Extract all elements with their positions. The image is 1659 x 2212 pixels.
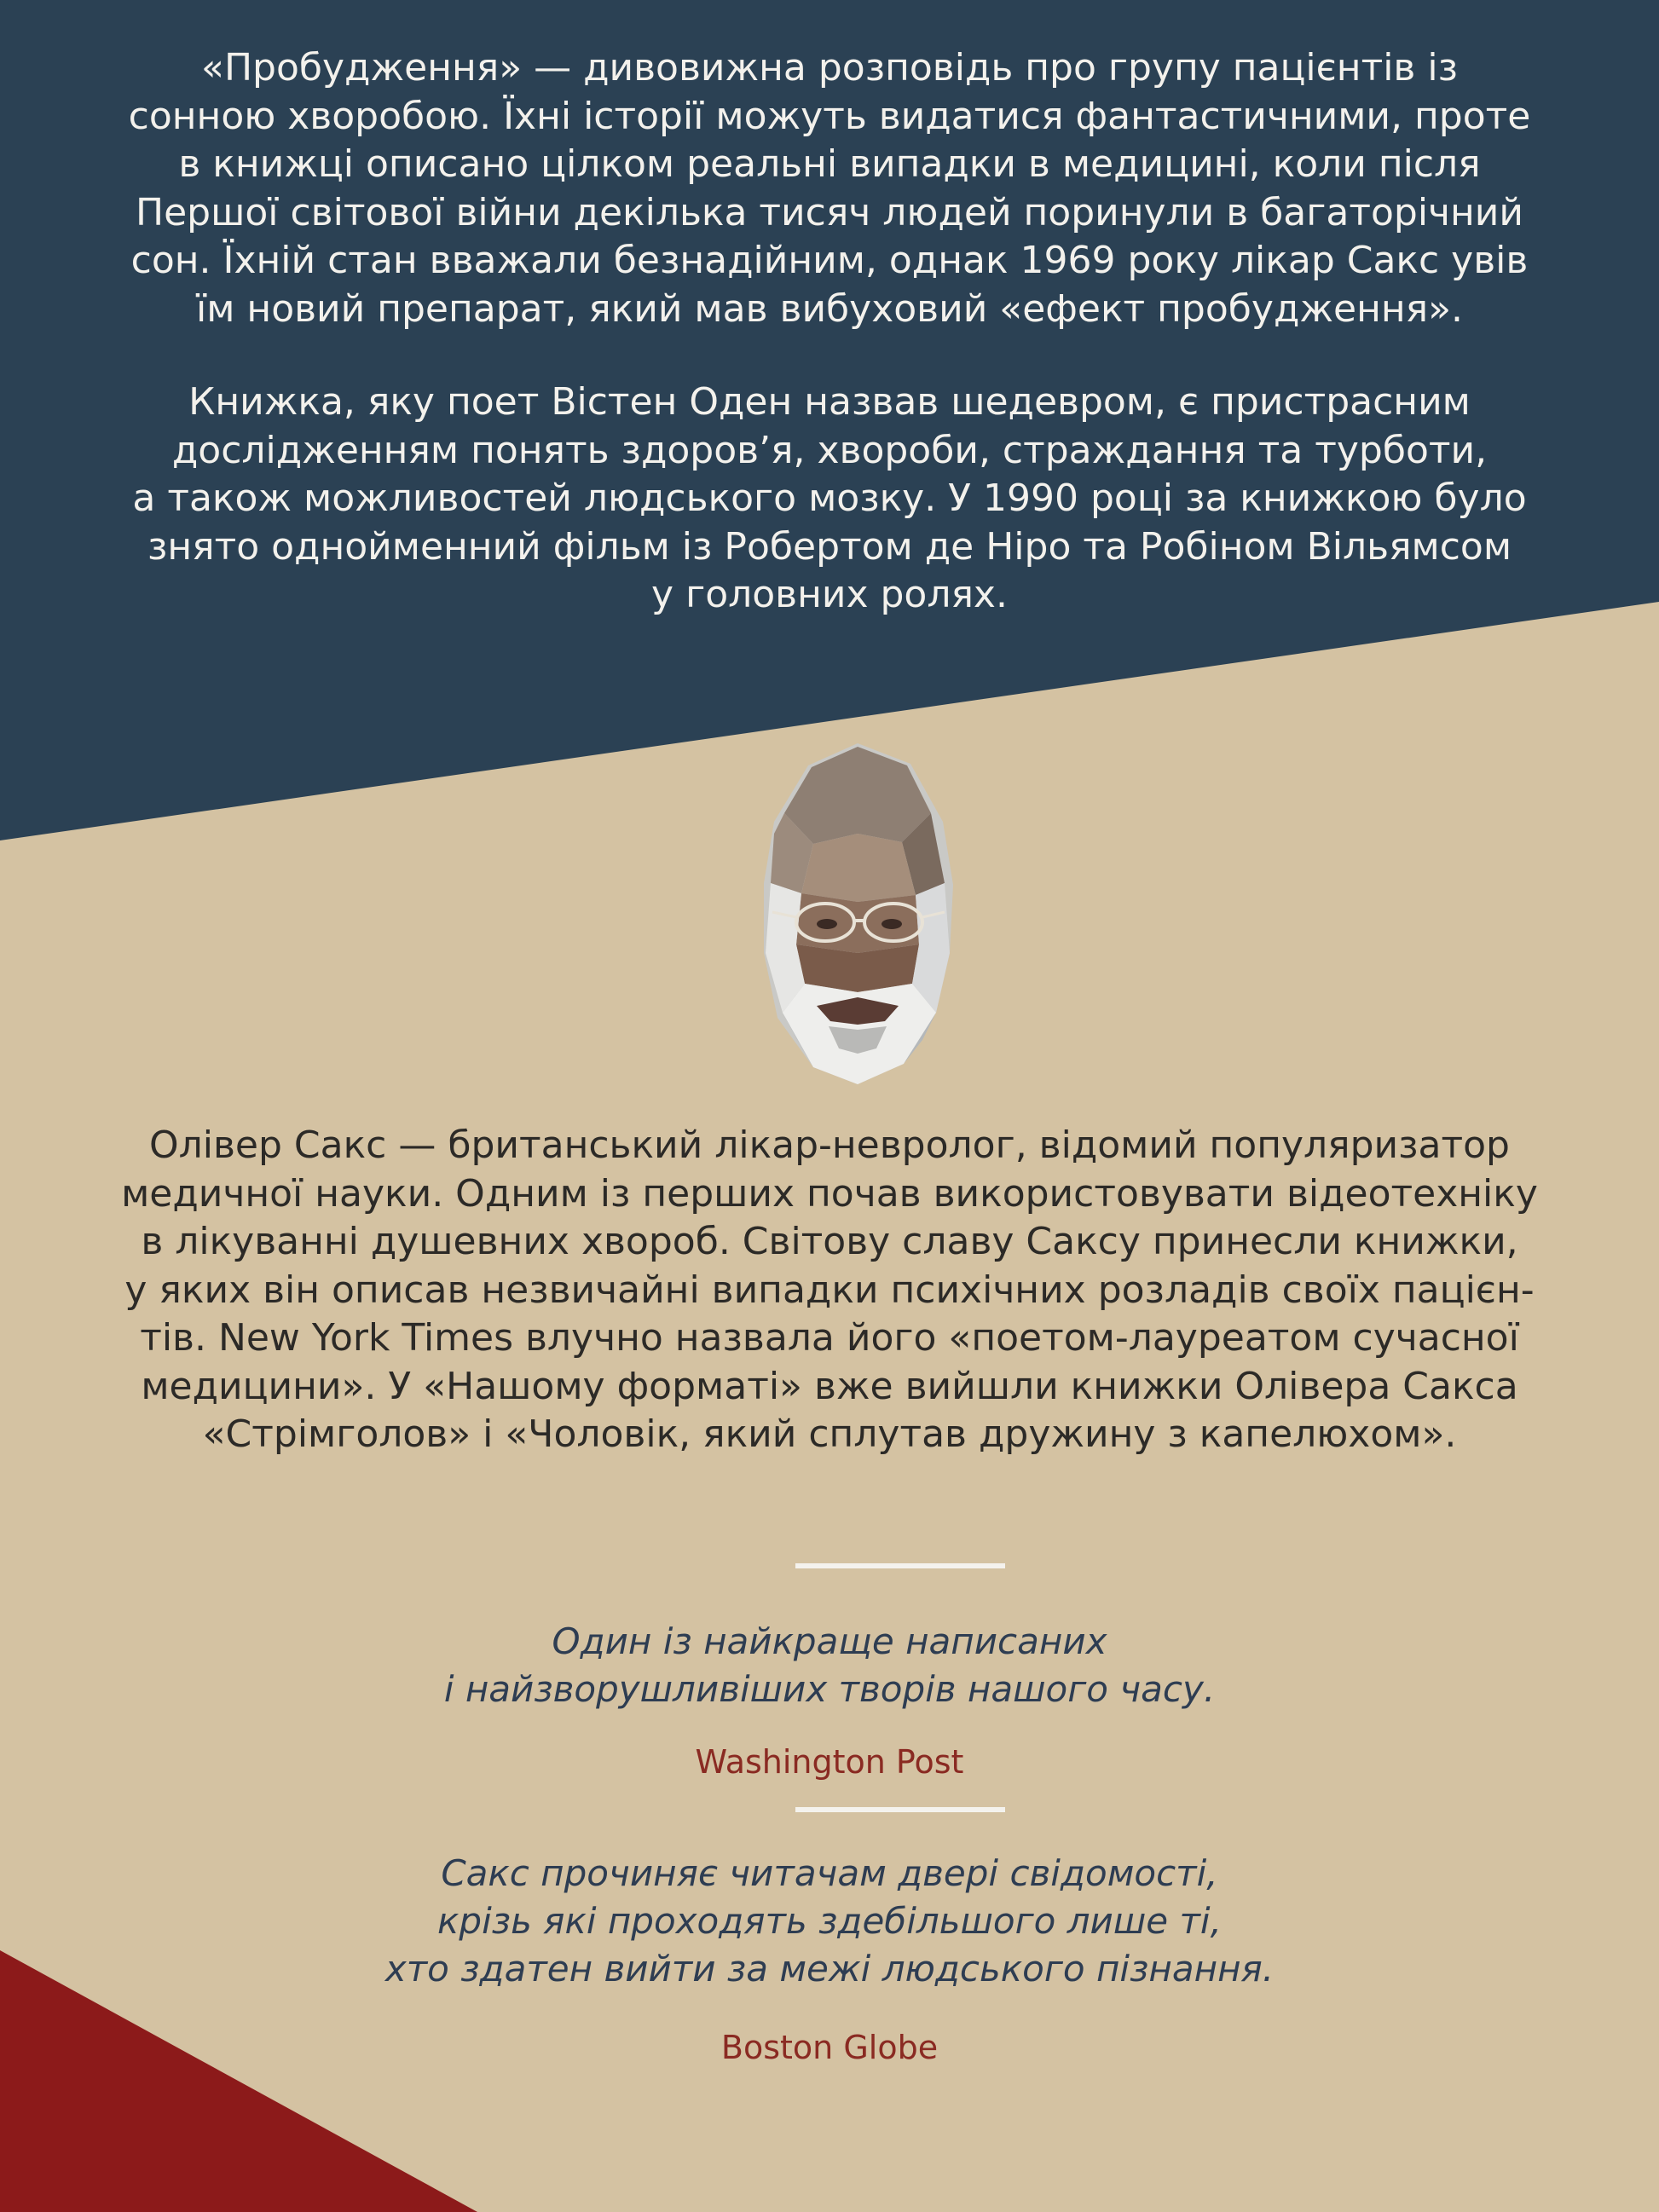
- review-source-1: Washington Post: [695, 1743, 964, 1781]
- quote-line: Один із найкраще написаних: [552, 1620, 1107, 1662]
- bio-line: тів. New York Times влучно назвала його «поетом-лауреатом сучасної: [140, 1316, 1519, 1360]
- review-quote-2: [111, 1850, 1548, 1993]
- review-quote-1: [111, 1618, 1548, 1713]
- blurb-line: Першої світової війни декілька тисяч людей поринули в багаторічний: [136, 190, 1523, 234]
- review-source-2: Boston Globe: [720, 2029, 939, 2066]
- blurb-line: сонною хворобою. Їхні історії можуть видатися фантастичними, проте: [128, 94, 1531, 138]
- blurb-line: Книжка, яку поет Вістен Оден назвав шедевром, є пристрасним: [188, 380, 1471, 424]
- blurb-line: їм новий препарат, який мав вибуховий «ефект пробудження».: [196, 286, 1463, 331]
- blurb-line: у головних ролях.: [651, 573, 1008, 616]
- bio-line: у яких він описав незвичайні випадки психічних розладів своїх пацієн-: [124, 1268, 1535, 1312]
- blurb-line: в книжці описано цілком реальні випадки в медицині, коли після: [178, 142, 1481, 186]
- bio-line: в лікуванні душевних хвороб. Світову славу Саксу принесли книжки,: [141, 1220, 1518, 1263]
- author-bio: [111, 1122, 1548, 1459]
- bio-line: медицини». У «Нашому форматі» вже вийшли книжки Олівера Сакса: [141, 1364, 1518, 1408]
- divider: [795, 1563, 1005, 1568]
- blurb-line: дослідженням понять здоров’я, хвороби, страждання та турботи,: [171, 428, 1488, 472]
- blurb-line: знято однойменний фільм із Робертом де Ніро та Робіном Вільямсом: [147, 524, 1512, 569]
- bio-line: «Стрімголов» і «Чоловік, який сплутав дружину з капелюхом».: [202, 1412, 1457, 1456]
- blurb-line: «Пробудження» — дивовижна розповідь про групу пацієнтів із: [201, 46, 1458, 90]
- quote-line: хто здатен вийти за межі людського пізнання.: [384, 1948, 1275, 1990]
- blurb-line: сон. Їхній стан вважали безнадійним, однак 1969 року лікар Сакс увів: [130, 239, 1529, 282]
- blurb-paragraph-2: [111, 378, 1548, 620]
- quote-line: і найзворушливіших творів нашого часу.: [443, 1668, 1216, 1710]
- quote-line: Сакс прочиняє читачам двері свідомості,: [441, 1852, 1218, 1894]
- blurb-line: а також можливостей людського мозку. У 1990 році за книжкою було: [132, 476, 1527, 520]
- bio-line: медичної науки. Одним із перших почав використовувати відеотехніку: [121, 1171, 1538, 1216]
- bio-line: Олівер Сакс — британський лікар-невролог, відомий популяризатор: [149, 1123, 1510, 1167]
- quote-line: крізь які проходять здебільшого лише ті,: [437, 1900, 1222, 1942]
- divider: [795, 1807, 1005, 1812]
- blurb-paragraph-1: [111, 44, 1548, 333]
- author-portrait: [749, 740, 967, 1098]
